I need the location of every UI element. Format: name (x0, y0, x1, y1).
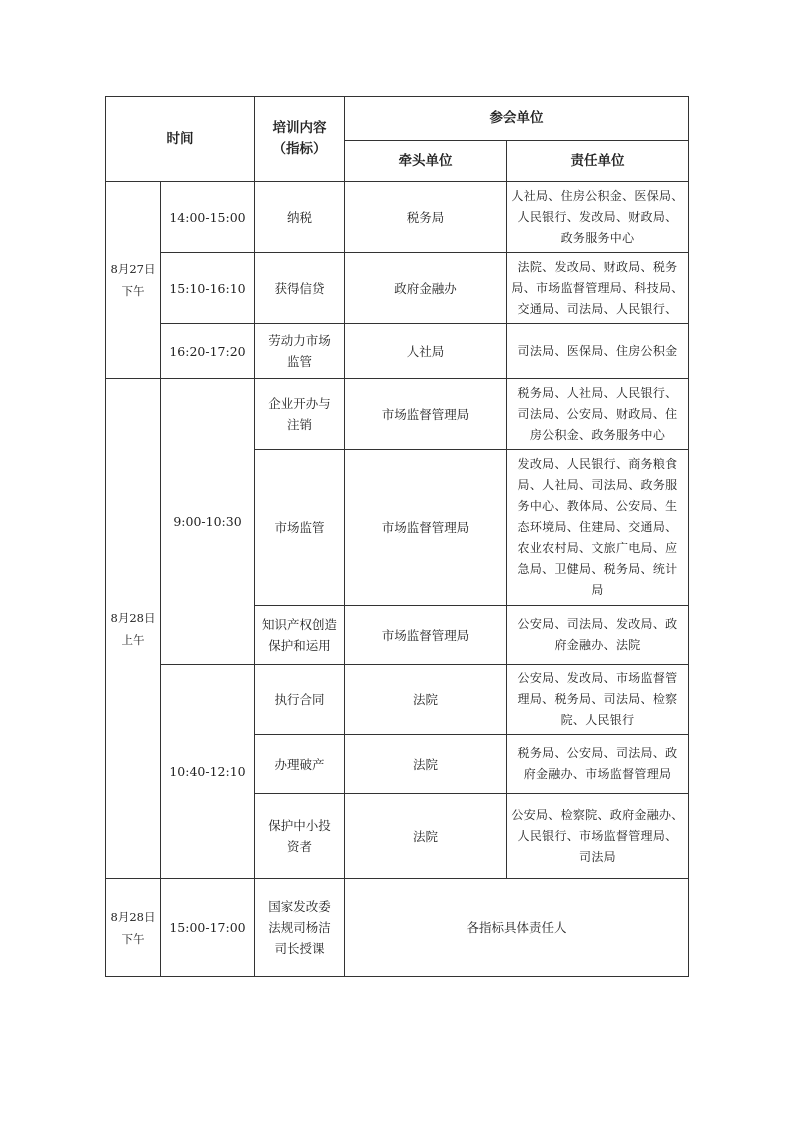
content-cell (255, 324, 345, 379)
responsible-line: 公安局、发改局、市场监督管 (517, 671, 678, 685)
content-line: 国家发改委 (268, 899, 331, 914)
date-line: 8月28日 (110, 610, 156, 625)
content-line: 保护中小投 (268, 818, 331, 833)
responsible-units-cell (507, 450, 689, 606)
responsible-line: 急局、卫健局、税务局、统计 (517, 562, 678, 576)
content-line: 办理破产 (274, 756, 325, 772)
responsible-line: 交通局、司法局、人民银行、 (517, 301, 678, 316)
lead-unit-cell: 法院 (345, 665, 507, 735)
responsible-line: 法院、发改局、财政局、税务 (517, 259, 678, 274)
lead-unit-cell: 人社局 (345, 324, 507, 379)
content-cell (255, 665, 345, 735)
date-line: 8月28日 (110, 909, 156, 924)
time-cell: 10:40-12:10 (161, 665, 255, 879)
responsible-line: 房公积金、政务服务中心 (529, 427, 666, 442)
header-content (255, 97, 345, 182)
responsible-line: 局、人社局、司法局、政务服 (517, 478, 678, 492)
content-line: 知识产权创造 (261, 617, 337, 632)
content-line: 劳动力市场 (268, 333, 331, 348)
responsible-line: 府金融办、市场监督管理局 (523, 767, 672, 781)
responsible-units-cell (507, 379, 689, 450)
content-cell (255, 735, 345, 794)
responsible-line: 人社局、住房公积金、医保局、 (511, 188, 684, 203)
responsible-units-cell (507, 735, 689, 794)
time-cell: 14:00-15:00 (161, 182, 255, 253)
responsible-line: 局、市场监督管理局、科技局、 (511, 280, 684, 295)
time-cell: 16:20-17:20 (161, 324, 255, 379)
content-cell (255, 253, 345, 324)
date-line: 上午 (121, 632, 145, 647)
date-line: 下午 (121, 931, 145, 946)
lead-unit-cell: 市场监督管理局 (345, 379, 507, 450)
content-line: 法规司杨洁 (268, 920, 331, 935)
content-line: 获得信贷 (274, 280, 325, 296)
responsible-units-cell (507, 606, 689, 665)
header-lead: 牵头单位 (345, 141, 507, 182)
content-line: 保护和运用 (268, 638, 331, 653)
content-line: 注销 (286, 417, 312, 432)
responsible-units-cell (507, 324, 689, 379)
responsible-line: 理局、税务局、司法局、检察 (517, 692, 678, 706)
responsible-units-cell (507, 253, 689, 324)
lead-unit-cell: 法院 (345, 735, 507, 794)
table-row (106, 879, 689, 977)
responsible-line: 公安局、检察院、政府金融办、 (511, 807, 684, 822)
responsible-units-cell (507, 794, 689, 879)
content-cell (255, 379, 345, 450)
content-cell (255, 794, 345, 879)
lead-unit-cell: 法院 (345, 794, 507, 879)
date-cell (106, 879, 161, 977)
responsible-units-cell (507, 665, 689, 735)
responsible-line: 税务局、人社局、人民银行、 (517, 385, 678, 400)
lead-unit-cell: 市场监督管理局 (345, 606, 507, 665)
date-cell (106, 182, 161, 379)
responsible-line: 农业农村局、文旅广电局、应 (517, 541, 678, 555)
responsible-line: 人民银行、市场监督管理局、 (517, 828, 678, 843)
responsible-line: 局 (591, 583, 604, 597)
time-cell: 15:10-16:10 (161, 253, 255, 324)
date-cell (106, 379, 161, 879)
content-cell (255, 879, 345, 977)
header-content-line: 培训内容 (272, 120, 327, 136)
table-row (106, 665, 689, 735)
content-line: 资者 (286, 839, 312, 854)
responsible-line: 人民银行、发改局、财政局、 (517, 209, 678, 224)
responsible-line: 政务服务中心 (560, 230, 635, 245)
responsible-line: 态环境局、住建局、交通局、 (517, 520, 678, 534)
time-cell: 9:00-10:30 (161, 379, 255, 665)
responsible-line: 务中心、教体局、公安局、生 (517, 499, 678, 513)
responsible-line: 司法局、医保局、住房公积金 (517, 343, 678, 358)
content-cell (255, 450, 345, 606)
date-line: 8月27日 (110, 262, 156, 276)
header-units: 参会单位 (345, 97, 689, 141)
table-row (106, 182, 689, 253)
responsible-line: 司法局 (579, 849, 616, 864)
header-row (106, 97, 689, 141)
responsible-units-cell (507, 182, 689, 253)
date-line: 下午 (121, 284, 145, 298)
header-content-line: （指标） (272, 141, 327, 157)
content-cell (255, 606, 345, 665)
responsible-line: 府金融办、法院 (554, 638, 641, 652)
header-responsible: 责任单位 (507, 141, 689, 182)
content-line: 司长授课 (274, 941, 325, 956)
table-row (106, 324, 689, 379)
lead-unit-cell: 政府金融办 (345, 253, 507, 324)
content-line: 市场监管 (274, 520, 325, 535)
lead-unit-cell: 市场监督管理局 (345, 450, 507, 606)
time-cell: 15:00-17:00 (161, 879, 255, 977)
table-row (106, 379, 689, 450)
merged-units-cell: 各指标具体责任人 (345, 879, 689, 977)
responsible-line: 发改局、人民银行、商务粮食 (517, 457, 678, 471)
content-cell (255, 182, 345, 253)
content-line: 监管 (286, 354, 312, 369)
responsible-line: 公安局、司法局、发改局、政 (517, 617, 678, 631)
responsible-line: 税务局、公安局、司法局、政 (517, 746, 678, 760)
content-line: 纳税 (286, 209, 312, 225)
responsible-line: 院、人民银行 (560, 713, 635, 727)
header-time: 时间 (106, 97, 255, 182)
content-line: 企业开办与 (268, 396, 331, 411)
training-schedule-table (105, 96, 689, 977)
responsible-line: 司法局、公安局、财政局、住 (517, 406, 678, 421)
lead-unit-cell: 税务局 (345, 182, 507, 253)
content-line: 执行合同 (274, 692, 325, 707)
table-row (106, 253, 689, 324)
